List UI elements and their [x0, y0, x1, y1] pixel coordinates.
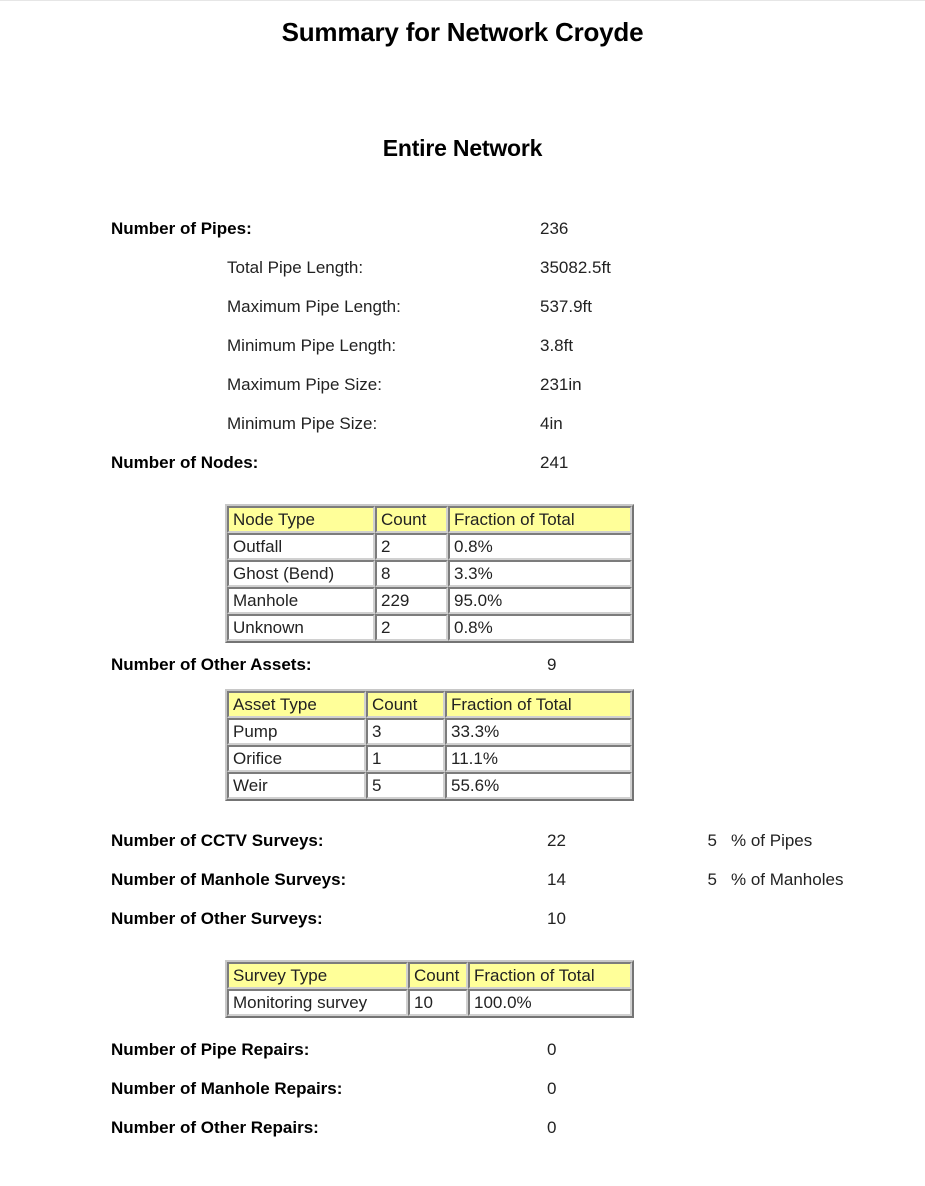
minimum-pipe-length-label: Minimum Pipe Length:: [227, 336, 397, 355]
minimum-pipe-size-value: 4in: [540, 414, 563, 433]
survey-type-table: [225, 960, 634, 1018]
table-row: [227, 745, 632, 772]
asset-fraction-cell: 11.1%: [445, 745, 632, 772]
survey-type-header: Survey Type: [227, 962, 408, 989]
pipes-count-value: 236: [540, 219, 569, 238]
other-repairs-row: [0, 1118, 925, 1157]
cctv-surveys-percent: 5: [707, 831, 717, 850]
maximum-pipe-length-value: 537.9ft: [540, 297, 592, 316]
node-type-table: [225, 504, 634, 643]
survey-fraction-header: Fraction of Total: [468, 962, 632, 989]
maximum-pipe-length-label: Maximum Pipe Length:: [227, 297, 401, 316]
manhole-repairs-value: 0: [547, 1079, 557, 1098]
manhole-surveys-percent: 5: [707, 870, 717, 889]
other-repairs-value: 0: [547, 1118, 557, 1137]
manhole-surveys-row: [0, 870, 925, 909]
node-count-header: Count: [375, 506, 448, 533]
asset-count-cell: 1: [366, 745, 445, 772]
other-surveys-row: [0, 909, 925, 948]
cctv-surveys-percent-label: % of Pipes: [731, 831, 813, 850]
total-pipe-length-label: Total Pipe Length:: [227, 258, 364, 277]
table-header-row: [227, 506, 632, 533]
pipes-count-label: Number of Pipes:: [111, 219, 252, 238]
asset-type-table-wrapper: [0, 689, 925, 801]
node-fraction-cell: 95.0%: [448, 587, 632, 614]
table-header-row: [227, 962, 632, 989]
asset-fraction-cell: 55.6%: [445, 772, 632, 799]
table-row: [227, 718, 632, 745]
manhole-surveys-label: Number of Manhole Surveys:: [111, 870, 347, 889]
asset-type-cell: Pump: [227, 718, 366, 745]
maximum-pipe-size-value: 231in: [540, 375, 582, 394]
manhole-surveys-percent-label: % of Manholes: [731, 870, 844, 889]
asset-count-cell: 3: [366, 718, 445, 745]
node-type-header: Node Type: [227, 506, 375, 533]
survey-fraction-cell: 100.0%: [468, 989, 632, 1016]
asset-fraction-cell: 33.3%: [445, 718, 632, 745]
nodes-count-value: 241: [540, 453, 569, 472]
asset-count-cell: 5: [366, 772, 445, 799]
other-surveys-label: Number of Other Surveys:: [111, 909, 323, 928]
other-repairs-label: Number of Other Repairs:: [111, 1118, 319, 1137]
minimum-pipe-size-label: Minimum Pipe Size:: [227, 414, 378, 433]
nodes-count-row: [0, 453, 925, 492]
survey-count-cell: 10: [408, 989, 468, 1016]
maximum-pipe-length-row: [0, 297, 925, 336]
other-assets-count-value: 9: [547, 655, 557, 674]
node-type-cell: Unknown: [227, 614, 375, 641]
node-count-cell: 8: [375, 560, 448, 587]
minimum-pipe-length-value: 3.8ft: [540, 336, 574, 355]
maximum-pipe-size-row: [0, 375, 925, 414]
minimum-pipe-size-row: [0, 414, 925, 453]
node-fraction-cell: 0.8%: [448, 614, 632, 641]
table-row: [227, 533, 632, 560]
node-type-cell: Ghost (Bend): [227, 560, 375, 587]
table-row: [227, 989, 632, 1016]
manhole-repairs-row: [0, 1079, 925, 1118]
section-title: Entire Network: [382, 135, 543, 161]
survey-count-header: Count: [408, 962, 468, 989]
other-assets-count-label: Number of Other Assets:: [111, 655, 312, 674]
minimum-pipe-length-row: [0, 336, 925, 375]
maximum-pipe-size-label: Maximum Pipe Size:: [227, 375, 382, 394]
table-header-row: [227, 691, 632, 718]
pipe-repairs-label: Number of Pipe Repairs:: [111, 1040, 310, 1059]
cctv-surveys-label: Number of CCTV Surveys:: [111, 831, 324, 850]
asset-fraction-header: Fraction of Total: [445, 691, 632, 718]
table-row: [227, 772, 632, 799]
asset-type-table: [225, 689, 634, 801]
asset-type-header: Asset Type: [227, 691, 366, 718]
cctv-surveys-row: [0, 831, 925, 870]
repairs-section: [0, 1040, 925, 1157]
nodes-count-label: Number of Nodes:: [111, 453, 259, 472]
survey-type-cell: Monitoring survey: [227, 989, 408, 1016]
survey-type-table-wrapper: [0, 960, 925, 1018]
node-fraction-header: Fraction of Total: [448, 506, 632, 533]
total-pipe-length-value: 35082.5ft: [540, 258, 611, 277]
node-count-cell: 2: [375, 614, 448, 641]
asset-count-header: Count: [366, 691, 445, 718]
node-type-table-wrapper: [0, 504, 925, 643]
node-type-cell: Outfall: [227, 533, 375, 560]
node-count-cell: 229: [375, 587, 448, 614]
asset-type-cell: Orifice: [227, 745, 366, 772]
manhole-surveys-value: 14: [547, 870, 566, 889]
cctv-surveys-value: 22: [547, 831, 566, 850]
page-title: Summary for Network Croyde: [281, 17, 644, 47]
table-row: [227, 614, 632, 641]
asset-type-cell: Weir: [227, 772, 366, 799]
total-pipe-length-row: [0, 258, 925, 297]
table-row: [227, 587, 632, 614]
manhole-repairs-label: Number of Manhole Repairs:: [111, 1079, 343, 1098]
other-assets-count-row: [0, 655, 925, 689]
pipe-repairs-row: [0, 1040, 925, 1079]
summary-report-page: [0, 1, 925, 1157]
table-row: [227, 560, 632, 587]
node-fraction-cell: 0.8%: [448, 533, 632, 560]
surveys-section: [0, 831, 925, 948]
other-surveys-value: 10: [547, 909, 566, 928]
node-fraction-cell: 3.3%: [448, 560, 632, 587]
pipes-section: [0, 219, 925, 492]
pipes-count-row: [0, 219, 925, 258]
pipe-repairs-value: 0: [547, 1040, 557, 1059]
node-type-cell: Manhole: [227, 587, 375, 614]
node-count-cell: 2: [375, 533, 448, 560]
